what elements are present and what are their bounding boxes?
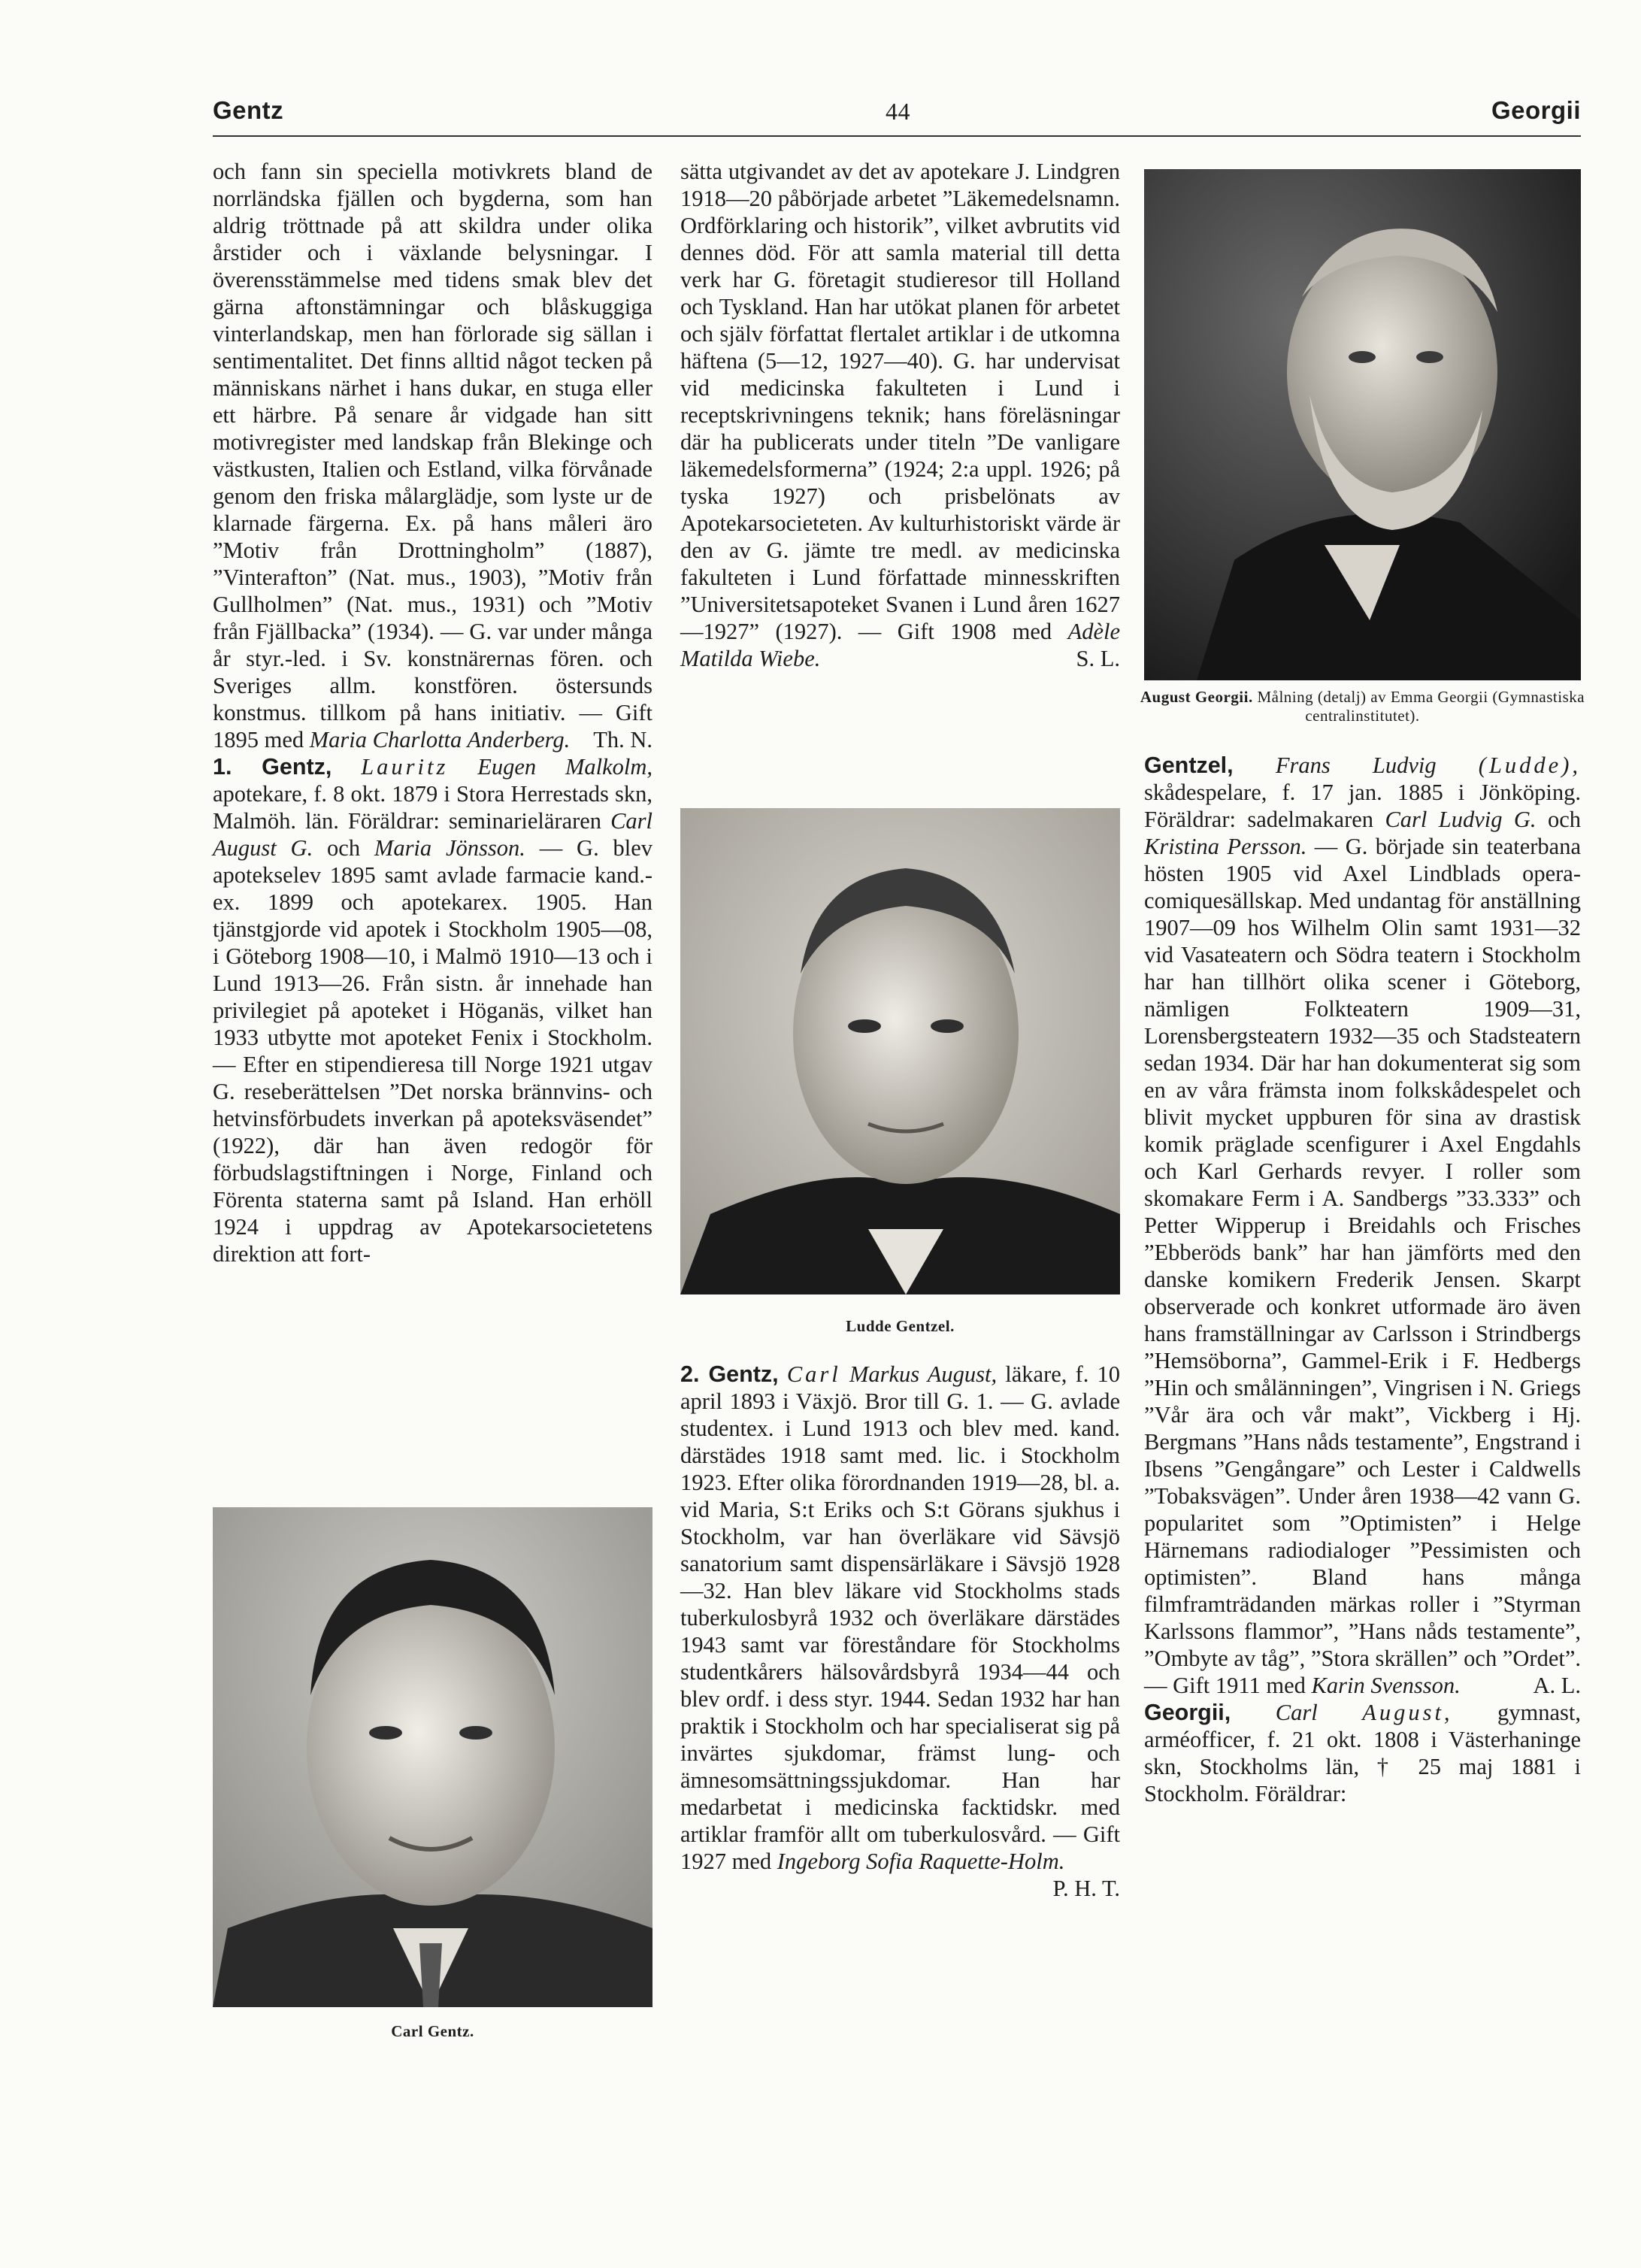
spouse-name: Maria Charlotta Anderberg. <box>309 727 571 752</box>
paragraph <box>213 158 652 753</box>
column-2 <box>680 158 1120 672</box>
spouse-name: Karin Svensson. <box>1311 1673 1461 1698</box>
entry-georgii <box>1144 1699 1581 1807</box>
given-name: Lauritz <box>361 754 449 780</box>
body-text: gymnast, arméofficer, f. 21 okt. 1808 i Västerhaninge skn, Stockholms län, † 25 maj 1881 i Stockholm. Föräldrar: <box>1144 1700 1582 1806</box>
paragraph <box>680 158 1120 672</box>
running-head-left: Gentz <box>213 96 284 124</box>
mother-name: Maria Jönsson. <box>374 835 525 861</box>
body-text: — G. började sin teaterbana hösten 1905 vid Axel Lindblads opera-comiquesällskap. Med undantag för anställning 1907—09 hos Wilhelm Olin samt 1931—32 vid Vasateatern och Södra teatern i Stockholm har han tillhört olika scener i Göteborg, nämligen Folkteatern 1909—31, Lorensbergsteatern 1932—35 och Stadsteatern sedan 1934. Där har han dokumenterat sig som en av våra främsta inom folkskådespelet och blivit mycket uppburen för sina av drastisk komik präglade scenfigurer i Axel Engdahls och Karl Gerhards revyer. I roller som skomakare Ferm i A. Sandbergs ”33.333” och Petter Wipperup i Breidahls och Frisches ”Ebberöds bank” har han jämförts med den danske komikern Frederik Jensen. Skarpt observerade och konkret utformade äro även hans framställningar av Carlsson i Strindbergs ”Hemsöborna”, Gammel-Erik i F. Hedbergs ”Hin och smålänningen”, Vingrisen i N. Griegs ”Vår ära och vår makt”, Vickberg i Hj. Bergmans ”Hans nåds testamente”, Engstrand i Ibsens ”Gengångare” och Lester i Caldwells ”Tobaksvägen”. Under åren 1938—42 vann G. popularitet som ”Optimisten” i Helge Härnemans radiodialoger ”Pessimisten och optimisten”. Bland hans många filmframträdanden märkas roller i ”Styrman Karlssons flammor”, ”Hans nåds testamente”, ”Ombyte av tåg”, ”Stora skrällen” och ”Ordet”. — Gift 1911 med <box>1144 834 1582 1698</box>
column-2-lower <box>680 1361 1120 1902</box>
entry-gentz-1 <box>213 753 652 1267</box>
page-number: 44 <box>886 98 910 125</box>
spouse-name: Adèle Matilda Wiebe. <box>680 619 1120 671</box>
caption-gentz: Carl Gentz. <box>391 2022 474 2040</box>
body-text: sätta utgivandet av det av apotekare J. Lindgren 1918—20 påbörjade arbetet ”Läkemedelsnamn. Ordförklaring och historik”, vilket avbrutits vid dennes död. För att samla material till detta verk har G. företagit studieresor till Holland och Tyskland. Han har utökat planen för arbetet och själv författat flertalet artiklar i de utkomna häftena (5—12, 1927—40). G. har undervisat vid medicinska fakulteten i Lund i receptskrivningens teknik; hans föreläsningar där ha publicerats under titeln ”De vanligare läkemedelsformerna” (1924; 2:a uppl. 1926; på tyska 1927) och prisbelönats av Apotekarsocieteten. Av kulturhistoriskt värde är den av G. jämte tre medl. av medicinska fakulteten i Lund författade minnesskriften ”Universitetsapoteket Svanen i Lund åren 1627—1927” (1927). — Gift 1908 med <box>680 159 1120 644</box>
conjunction: och <box>1547 807 1582 832</box>
spouse-name: Ingeborg Sofia Raquette-Holm. <box>777 1849 1065 1874</box>
father-name: Carl Ludvig G. <box>1385 807 1537 832</box>
author-signature: P. H. T. <box>1052 1876 1120 1901</box>
column-3 <box>1144 752 1581 1807</box>
portrait-august-georgii <box>1144 169 1581 680</box>
father-name: Carl August G. <box>213 808 653 861</box>
body-text: apotekare, f. 8 okt. 1879 i Stora Herrestads skn, Malmöh. län. Föräldrar: seminarieläraren <box>213 781 652 834</box>
author-signature: Th. N. <box>593 727 652 752</box>
nickname: (Ludde), <box>1478 752 1581 778</box>
body-text: läkare, f. 10 april 1893 i Växjö. Bror till G. 1. — G. avlade studentex. i Lund 1913 och blev med. kand. därstädes 1918 samt med. lic. i Stockholm 1923. Efter olika förordnanden 1919—28, bl. a. vid Maria, S:t Eriks och S:t Görans sjukhus i Stockholm, var han överläkare vid Sävsjö sanatorium samt dispensärläkare i Sävsjö 1928—32. Han blev läkare vid Stockholms stads tuberkulosbyrå 1932 och överläkare därstädes 1943 samt var föreståndare för Stockholms studentkårers hälsovårdsbyrå 1934—44 och blev ordf. i dess styr. 1944. Sedan 1932 har han praktik i Stockholm och har specialiserat sig på invärtes sjukdomar, främst lung- och ämnesomsättningssjukdomar. Han har medarbetat i medicinska facktidskr. med artiklar framför allt om tuberkulosvård. — Gift 1927 med <box>680 1361 1121 1874</box>
body-text: skådespelare, f. 17 jan. 1885 i Jönköping. Föräldrar: sadelmakaren <box>1144 780 1581 832</box>
given-name-spaced: August, <box>1362 1700 1453 1725</box>
caption-georgii <box>1131 688 1594 725</box>
body-text: och fann sin speciella motivkrets bland de norrländska fjällen och bygderna, som han aldrig tröttnade på att skildra under olika årstider och i växlande belysningar. I överensstämmelse med tidens smak blev det gärna aftonstämningar och blåskuggiga vinterlandskap, men han förlorade sig sällan i sentimentalitet. Det finns alltid något tecken på människans närhet i hans dukar, en stuga eller ett härbre. På senare år vidgade han sitt motivregister med landskap från Blekinge och västkusten, Italien och Estland, vilka förvånade genom den friska målarglädje, som lyste ur de klarnade färgerna. Ex. på hans måleri äro ”Motiv från Drottningholm” (1887), ”Vinterafton” (Nat. mus., 1903), ”Motiv från Gullholmen” (Nat. mus., 1931) och ”Motiv från Fjällbacka” (1934). — G. var under många år styr.-led. i Sv. konstnärernas fören. och Sveriges allm. konstfören. östersunds konstmus. tillkom på hans initiativ. — Gift 1895 med <box>213 159 652 752</box>
author-signature: S. L. <box>1076 646 1120 671</box>
running-head-right: Georgii <box>1491 96 1581 124</box>
caption-name: August Georgii. <box>1140 688 1253 706</box>
caption-gentzel: Ludde Gentzel. <box>846 1317 955 1335</box>
given-name: Carl <box>786 1361 841 1387</box>
portrait-carl-gentz <box>213 1507 652 2007</box>
entry-heading: 2. Gentz, <box>680 1361 779 1387</box>
entry-gentz-2 <box>680 1361 1121 1901</box>
given-name-rest: Eugen Malkolm, <box>477 754 653 780</box>
conjunction: och <box>327 835 361 861</box>
header-rule <box>213 135 1581 137</box>
body-text: — G. blev apotekselev 1895 samt avlade farmacie kand.-ex. 1899 och apotekarex. 1905. Han tjänstgjorde vid apotek i Stockholm 1905—08, i Göteborg 1908—10, i Malmö 1910—13 och i Lund 1913—26. Från sistn. år innehade han privilegiet på apoteket i Höganäs, vilket han 1933 utbytte mot apoteket Fenix i Stockholm. — Efter en stipendieresa till Norge 1921 utgav G. reseberättelsen ”Det norska brännvins- och hetvinsförbudets inverkan på apoteksväsendet” (1922), där han även redogör för förbudslagstiftningen i Norge, Finland och Förenta staterna samt på Island. Han erhöll 1924 i uppdrag av Apotekarsocietetens direktion att fort- <box>213 835 653 1267</box>
mother-name: Kristina Persson. <box>1144 834 1307 859</box>
entry-gentzel <box>1144 752 1581 1699</box>
given-name-rest: Markus August, <box>849 1361 998 1387</box>
entry-heading: Gentzel, <box>1144 752 1234 778</box>
author-signature: A. L. <box>1533 1673 1581 1698</box>
caption-text: Målning (detalj) av Emma Georgii (Gymnastiska centralinstitutet). <box>1257 688 1585 725</box>
entry-heading: Georgii, <box>1144 1700 1231 1725</box>
column-1 <box>213 158 652 1267</box>
given-name: Frans Ludvig <box>1275 752 1437 778</box>
portrait-ludde-gentzel <box>680 808 1120 1294</box>
given-name: Carl <box>1275 1700 1318 1725</box>
entry-heading: 1. Gentz, <box>213 754 332 780</box>
